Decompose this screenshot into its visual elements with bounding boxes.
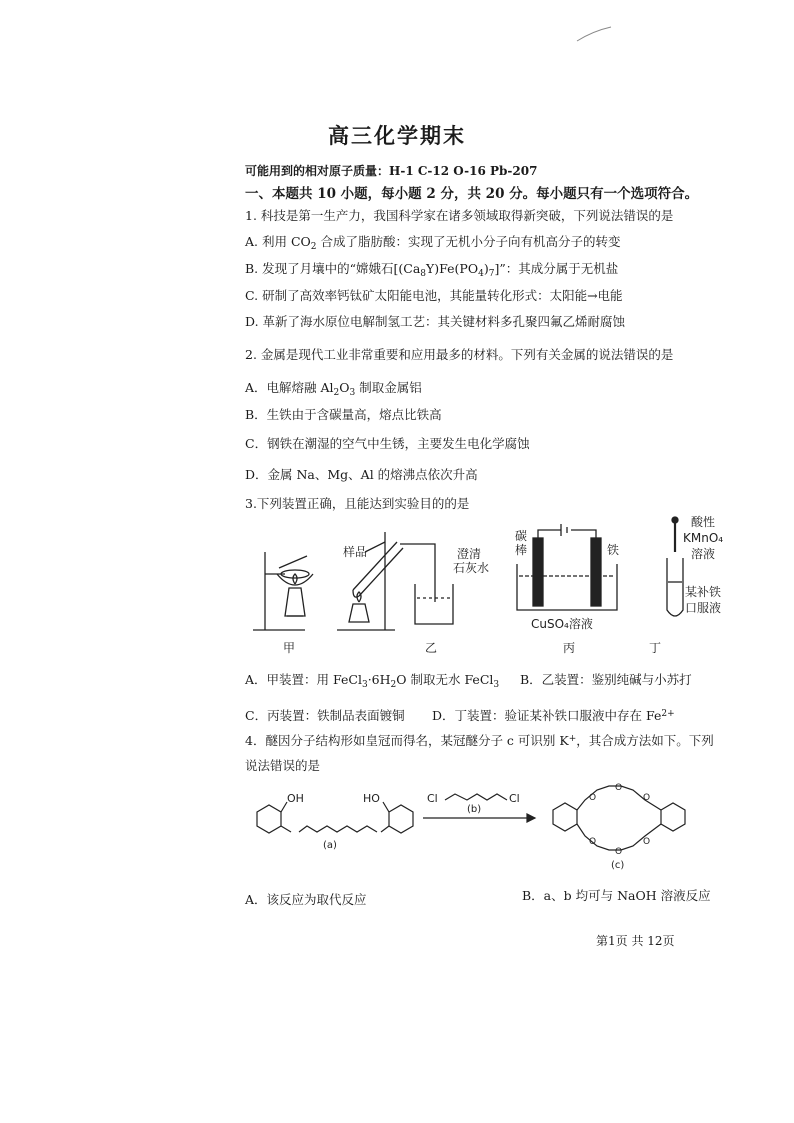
label-o-6: O — [643, 837, 651, 847]
q1-option-d: D. 革新了海水原位电解制氢工艺：其关键材料多孔聚四氟乙烯耐腐蚀 — [245, 314, 626, 329]
label-cuso4: CuSO₄溶液 — [531, 617, 593, 631]
label-b: (b) — [467, 804, 482, 815]
label-iron-liquid-1: 某补铁 — [685, 585, 722, 599]
label-carbon-1: 碳 — [515, 529, 528, 543]
q2-option-b: B．生铁由于含碳量高，熔点比铁高 — [245, 407, 442, 422]
q4-stem-line1: 4．醚因分子结构形如皇冠而得名，某冠醚分子 c 可识别 K+，其合成方法如下。下列 — [245, 733, 714, 748]
molecule-c — [553, 786, 685, 850]
label-sample: 样品 — [343, 545, 368, 559]
label-o-3: O — [643, 793, 651, 803]
scan-mark — [575, 25, 615, 45]
label-clear-limewater-1: 澄清 — [457, 547, 482, 561]
label-iron: 铁 — [607, 543, 620, 557]
label-ding: 丁 — [649, 641, 662, 655]
q3-stem: 3.下列装置正确，且能达到实验目的的是 — [245, 496, 470, 511]
label-o-4: O — [589, 837, 597, 847]
q3-option-b: B．乙装置：鉴别纯碱与小苏打 — [520, 672, 692, 687]
label-bing: 丙 — [563, 641, 576, 655]
label-b-left-cl: Cl — [427, 792, 438, 805]
label-clear-limewater-2: 石灰水 — [453, 561, 490, 575]
q2-option-d: D．金属 Na、Mg、Al 的熔沸点依次升高 — [245, 467, 478, 482]
q4-stem-line2: 说法错误的是 — [245, 758, 321, 773]
label-b-right-cl: Cl — [509, 792, 520, 805]
q3-option-d: D．丁装置：验证某补铁口服液中存在 $Fe^{2+}$ — [432, 708, 675, 723]
q3-option-c: C．丙装置：铁制品表面镀铜 — [245, 708, 405, 723]
q2-option-c: C．钢铁在潮湿的空气中生锈，主要发生电化学腐蚀 — [245, 436, 530, 451]
q1-option-c: C. 研制了高效率钙钛矿太阳能电池，其能量转化形式：太阳能→电能 — [245, 288, 623, 303]
atomic-masses: 可能用到的相对原子质量：H-1 C-12 O-16 Pb-207 — [245, 164, 538, 178]
q4-synthesis-figure — [245, 782, 705, 872]
section-instructions: 一、本题共 10 小题，每小题 2 分，共 20 分。每小题只有一个选项符合。 — [245, 186, 699, 202]
molecule-a — [257, 802, 413, 833]
apparatus-jia — [253, 552, 313, 630]
q3-option-a: A．甲装置：用 $FeCl_3\cdot 6H_2O$ 制取无水 FeCl$_3$ — [245, 672, 500, 690]
label-kmno4: KMnO₄ — [683, 531, 724, 545]
q1-stem: 1. 科技是第一生产力，我国科学家在诸多领域取得新突破，下列说法错误的是 — [245, 208, 674, 223]
label-a: (a) — [323, 840, 337, 851]
q2-stem: 2. 金属是现代工业非常重要和应用最多的材料。下列有关金属的说法错误的是 — [245, 347, 674, 362]
q1-option-b: B. 发现了月壤中的“嫦娥石$[(Ca_8Y)Fe(PO_4)_7]$”：其成分属于无机盐 — [245, 261, 619, 279]
q4-option-b: B．a、b 均可与 NaOH 溶液反应 — [522, 888, 711, 903]
q4-option-a: A．该反应为取代反应 — [245, 892, 367, 907]
label-solution: 溶液 — [691, 547, 716, 561]
label-o-2: O — [615, 783, 623, 793]
label-c: (c) — [611, 860, 625, 871]
page-footer: 第1页 共 12页 — [596, 934, 675, 948]
label-acidic: 酸性 — [691, 515, 716, 529]
label-o-1: O — [589, 793, 597, 803]
label-iron-liquid-2: 口服液 — [685, 601, 722, 615]
label-oh: OH — [287, 792, 304, 805]
q3-apparatus-figure — [245, 512, 725, 657]
label-yi: 乙 — [425, 641, 438, 655]
apparatus-bing — [517, 524, 620, 610]
apparatus-ding — [667, 517, 683, 616]
label-ho: HO — [363, 792, 380, 805]
q1-option-a: A. 利用 $CO_2$ 合成了脂肪酸：实现了无机小分子向有机高分子的转变 — [245, 234, 621, 252]
label-carbon-2: 棒 — [515, 543, 528, 557]
page-title: 高三化学期末 — [328, 123, 466, 148]
label-jia: 甲 — [283, 641, 296, 655]
q2-option-a: A．电解熔融 $Al_2O_3$ 制取金属铝 — [245, 380, 422, 398]
label-o-5: O — [615, 847, 623, 857]
